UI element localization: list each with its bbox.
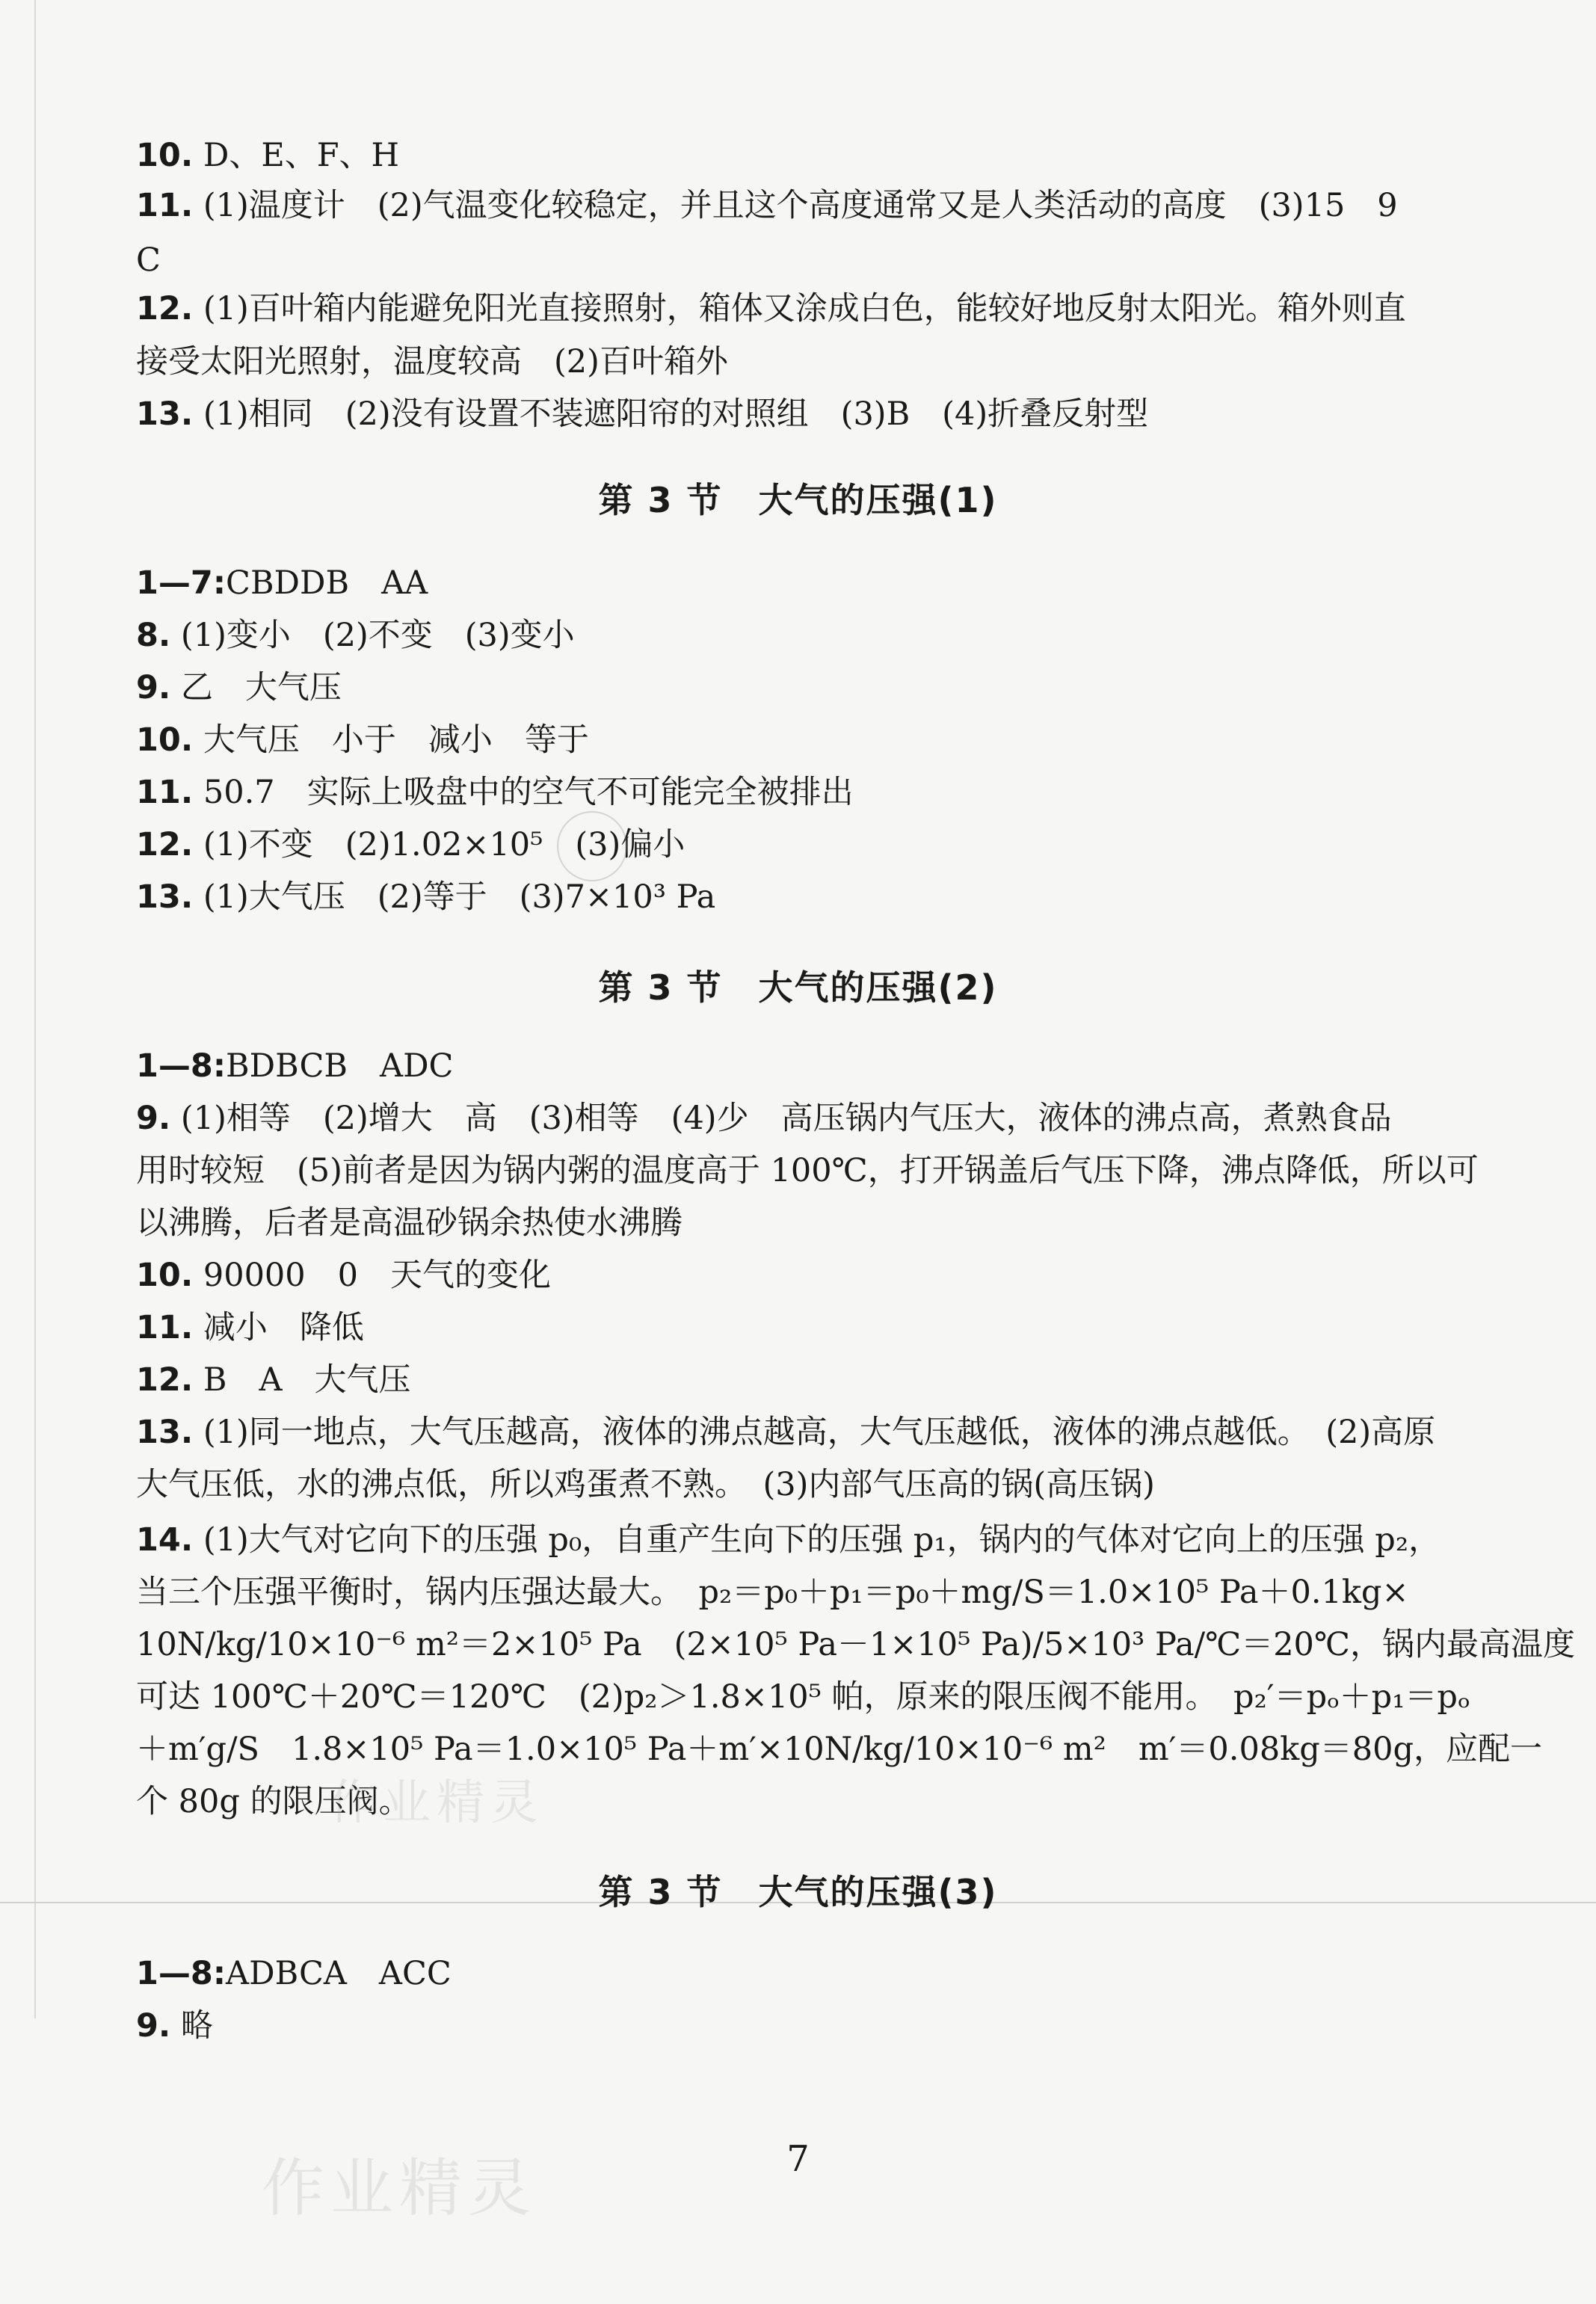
section-heading: 第 3 节 大气的压强(2) bbox=[598, 967, 998, 1008]
item-number: 13. bbox=[136, 1414, 194, 1451]
answer-line bbox=[136, 1201, 683, 1245]
item-number: 9. bbox=[136, 2007, 171, 2045]
answer-line bbox=[136, 1622, 1575, 1667]
stamp-icon bbox=[557, 811, 627, 881]
item-number: 13. bbox=[136, 878, 194, 916]
page-number: 7 bbox=[786, 2138, 810, 2180]
item-text: (1)变小 (2)不变 (3)变小 bbox=[170, 617, 575, 654]
item-number: 14. bbox=[136, 1521, 194, 1559]
answer-line bbox=[136, 133, 399, 178]
item-text: 大气压低，水的沸点低，所以鸡蛋煮不熟。 (3)内部气压高的锅(高压锅) bbox=[136, 1466, 1155, 1503]
item-number: 12. bbox=[136, 826, 194, 863]
answer-line bbox=[136, 613, 575, 658]
item-text: 大气压 小于 减小 等于 bbox=[193, 721, 589, 759]
item-text: (1)百叶箱内能避免阳光直接照射，箱体又涂成白色，能较好地反射太阳光。箱外则直 bbox=[193, 290, 1406, 327]
item-number: 8. bbox=[136, 617, 171, 654]
item-number: 9. bbox=[136, 1100, 171, 1137]
answer-line bbox=[136, 2003, 213, 2048]
item-text: BDBCB ADC bbox=[226, 1047, 454, 1085]
item-number: 11. bbox=[136, 187, 194, 224]
answer-line bbox=[136, 238, 161, 283]
item-text: (1)大气压 (2)等于 (3)7×10³ Pa bbox=[193, 878, 716, 916]
answer-line bbox=[136, 1410, 1435, 1455]
item-text: 略 bbox=[170, 2007, 213, 2045]
answer-line bbox=[136, 339, 728, 384]
item-text: 50.7 实际上吸盘中的空气不可能完全被排出 bbox=[193, 774, 854, 811]
answer-line bbox=[136, 1358, 411, 1402]
answer-line bbox=[136, 1518, 1441, 1562]
item-text: 可达 100℃＋20℃＝120℃ (2)p₂＞1.8×10⁵ 帕，原来的限压阀不能用。 p₂′＝pₒ＋p₁＝pₒ bbox=[136, 1678, 1470, 1716]
watermark: 作业精灵 bbox=[262, 2151, 537, 2225]
item-number: 1—8: bbox=[136, 1047, 227, 1085]
answer-line bbox=[136, 1096, 1392, 1141]
item-text: 接受太阳光照射，温度较高 (2)百叶箱外 bbox=[136, 343, 728, 381]
answer-line bbox=[136, 1462, 1155, 1507]
answer-line bbox=[136, 1570, 1408, 1615]
answer-line bbox=[136, 1253, 551, 1298]
section-heading: 第 3 节 大气的压强(3) bbox=[598, 1872, 998, 1912]
item-text: 90000 0 天气的变化 bbox=[193, 1257, 552, 1294]
answer-line bbox=[136, 665, 342, 710]
item-number: 10. bbox=[136, 1257, 194, 1294]
item-text: (1)大气对它向下的压强 p₀，自重产生向下的压强 p₁，锅内的气体对它向上的压强 p₂， bbox=[193, 1521, 1441, 1559]
item-text: ADBCA ACC bbox=[226, 1955, 452, 1992]
item-text: 用时较短 (5)前者是因为锅内粥的温度高于 100℃，打开锅盖后气压下降，沸点降低，所以可 bbox=[136, 1152, 1479, 1189]
answer-line bbox=[136, 1044, 453, 1088]
answer-line bbox=[136, 286, 1406, 331]
answer-line bbox=[136, 561, 428, 606]
item-text: (1)相等 (2)增大 高 (3)相等 (4)少 高压锅内气压大，液体的沸点高，煮熟食品 bbox=[170, 1100, 1392, 1137]
item-number: 10. bbox=[136, 721, 194, 759]
item-text: (1)不变 (2)1.02×10⁵ (3)偏小 bbox=[193, 826, 685, 863]
item-text: (1)温度计 (2)气温变化较稳定，并且这个高度通常又是人类活动的高度 (3)15 9 bbox=[193, 187, 1398, 224]
item-number: 9. bbox=[136, 669, 171, 706]
item-number: 10. bbox=[136, 137, 194, 174]
answer-line bbox=[136, 1148, 1479, 1193]
item-text: (1)相同 (2)没有设置不装遮阳帘的对照组 (3)B (4)折叠反射型 bbox=[193, 395, 1149, 433]
answer-line bbox=[136, 718, 589, 763]
item-number: 1—8: bbox=[136, 1955, 227, 1992]
item-number: 11. bbox=[136, 774, 194, 811]
item-number: 12. bbox=[136, 290, 194, 327]
answer-line bbox=[136, 1305, 364, 1350]
item-number: 13. bbox=[136, 395, 194, 433]
item-text: 10N/kg/10×10⁻⁶ m²＝2×10⁵ Pa (2×10⁵ Pa－1×10⁵ Pa)/5×10³ Pa/℃＝20℃，锅内最高温度 bbox=[136, 1626, 1576, 1663]
item-text: B A 大气压 bbox=[193, 1361, 411, 1399]
item-text: C bbox=[136, 241, 161, 279]
item-text: CBDDB AA bbox=[226, 564, 428, 602]
answer-line bbox=[136, 1951, 452, 1996]
item-text: 乙 大气压 bbox=[170, 669, 342, 706]
item-text: 个 80g 的限压阀。 bbox=[136, 1783, 411, 1820]
answer-line bbox=[136, 770, 854, 815]
item-text: 当三个压强平衡时，锅内压强达最大。 p₂＝p₀＋p₁＝p₀＋mg/S＝1.0×10⁵ Pa＋0.1kg× bbox=[136, 1574, 1409, 1611]
item-text: D、E、F、H bbox=[193, 137, 400, 174]
item-text: ＋m′g/S 1.8×10⁵ Pa＝1.0×10⁵ Pa＋m′×10N/kg/10×10⁻⁶ m² m′＝0.08kg＝80g，应配一 bbox=[136, 1731, 1542, 1768]
item-text: 以沸腾，后者是高温砂锅余热使水沸腾 bbox=[136, 1204, 683, 1242]
section-heading: 第 3 节 大气的压强(1) bbox=[598, 480, 998, 520]
item-text: 减小 降低 bbox=[193, 1309, 364, 1346]
answer-line bbox=[136, 1675, 1470, 1719]
item-text: (1)同一地点，大气压越高，液体的沸点越高，大气压越低，液体的沸点越低。 (2)高原 bbox=[193, 1414, 1436, 1451]
item-number: 12. bbox=[136, 1361, 194, 1399]
answer-line bbox=[136, 392, 1148, 437]
item-number: 1—7: bbox=[136, 564, 227, 602]
item-number: 11. bbox=[136, 1309, 194, 1346]
answer-line bbox=[136, 875, 715, 920]
answer-line bbox=[136, 183, 1398, 228]
watermark: 作业精灵 bbox=[329, 1775, 544, 1831]
